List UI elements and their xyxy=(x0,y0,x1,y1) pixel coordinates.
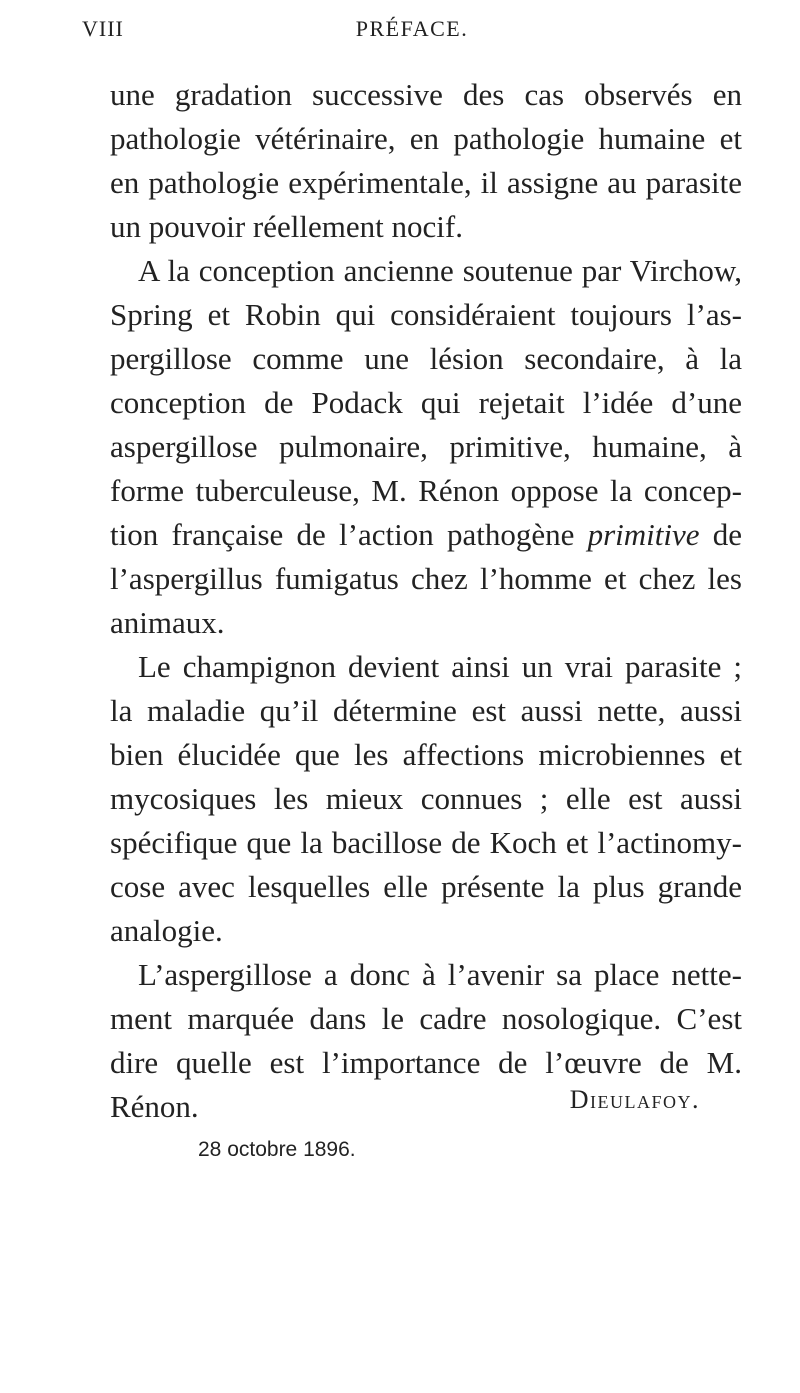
paragraph-2-text-start: A la conception ancienne soutenue par Virchow, Spring et Robin qui considéraient toujours l’aspergillose comme une lésion secondaire, à la conception de Podack qui rejetait l’idée d’une aspergillose pulmonaire, primitive, humaine, à forme tuberculeuse, M. Rénon oppose la conception française de l’action pathogène xyxy=(110,253,742,552)
paragraph-3-text: Le champignon devient ainsi un vrai parasite ; la maladie qu’il détermine est aussi nette, aussi bien élucidée que les affections microbiennes et mycosiques les mieux connues ; elle est aussi spécifique que la bacillose de Koch et l’actinomycose avec lesquelles elle présente la plus grande analogie. xyxy=(110,649,742,948)
paragraph-4-text: L’aspergillose a donc à l’avenir sa place nettement marquée dans le cadre nosologique. C’est dire quelle est l’importance de l’œuvre de M. Rénon. xyxy=(110,957,742,1124)
paragraph-2 xyxy=(110,249,742,645)
preface-body xyxy=(110,73,742,1129)
paragraph-3 xyxy=(110,645,742,953)
emphasis-primitive: primitive xyxy=(587,517,700,552)
signature: Dieulafoy. xyxy=(569,1085,700,1114)
running-title: PRÉFACE. xyxy=(355,16,469,41)
paragraph-1-text: une gradation successive des cas observés en pathologie vétérinaire, en pathologie humaine et en pathologie expérimentale, il assigne au parasite un pouvoir réellement nocif. xyxy=(110,77,742,244)
paragraph-1 xyxy=(110,73,742,249)
date-line: 28 octobre 1896. xyxy=(198,1138,356,1161)
paragraph-2-text-end: de l’aspergillus fumigatus chez l’homme et chez les animaux. xyxy=(110,517,742,640)
page-number: VIII xyxy=(82,16,124,41)
page-header xyxy=(82,16,742,50)
